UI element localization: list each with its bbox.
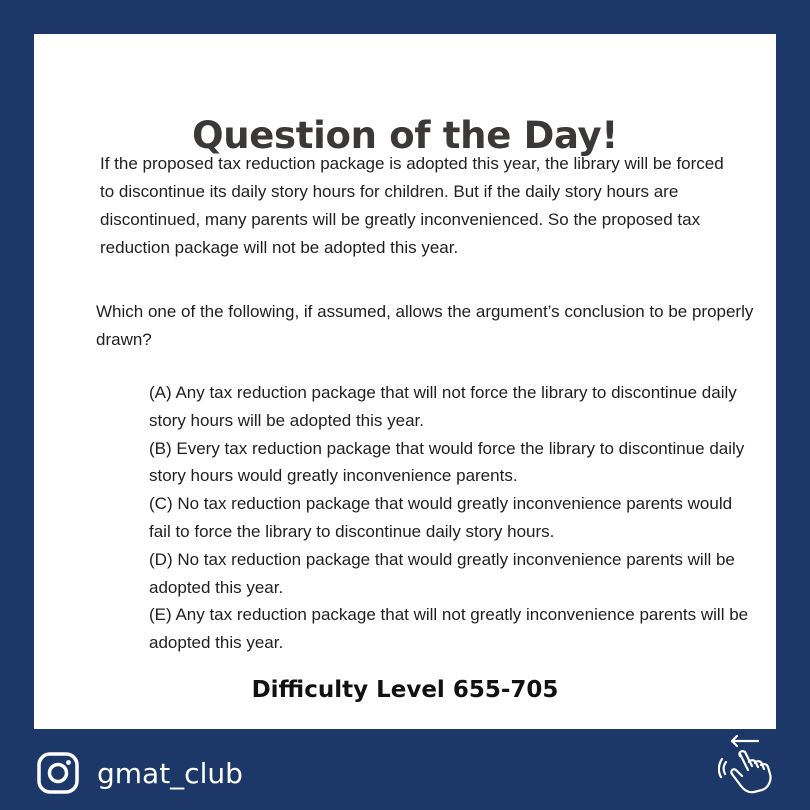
swipe-hand-icon[interactable] [718,732,778,796]
argument-passage: If the proposed tax reduction package is adopted this year, the library will be forced to discontinue its daily story hours for children. But if the daily story hours are discontinued, many parents will be greatly inconvenienced. So the proposed tax reduction package will not be adopted this year. [100,154,724,257]
question-card [34,34,776,729]
option-e: (E) Any tax reduction package that will not greatly inconvenience parents will be adopted this year. [149,605,749,653]
answer-options [149,379,749,657]
difficulty-level: Difficulty Level 655-705 [251,677,559,703]
social-handle[interactable]: gmat_club [97,756,243,790]
option-a: (A) Any tax reduction package that will not force the library to discontinue daily story hours will be adopted this year. [149,383,737,430]
question-stem: Which one of the following, if assumed, allows the argument’s conclusion to be properly drawn? [96,302,754,349]
social-footer [36,748,243,798]
instagram-icon[interactable] [36,751,80,795]
option-b: (B) Every tax reduction package that would force the library to discontinue daily story hours would greatly inconvenience parents. [149,438,745,486]
page-title: Question of the Day! [192,114,618,157]
option-c: (C) No tax reduction package that would greatly inconvenience parents would fail to force the library to discontinue daily story hours. [149,494,733,541]
option-d: (D) No tax reduction package that would greatly inconvenience parents will be adopted this year. [149,549,735,597]
